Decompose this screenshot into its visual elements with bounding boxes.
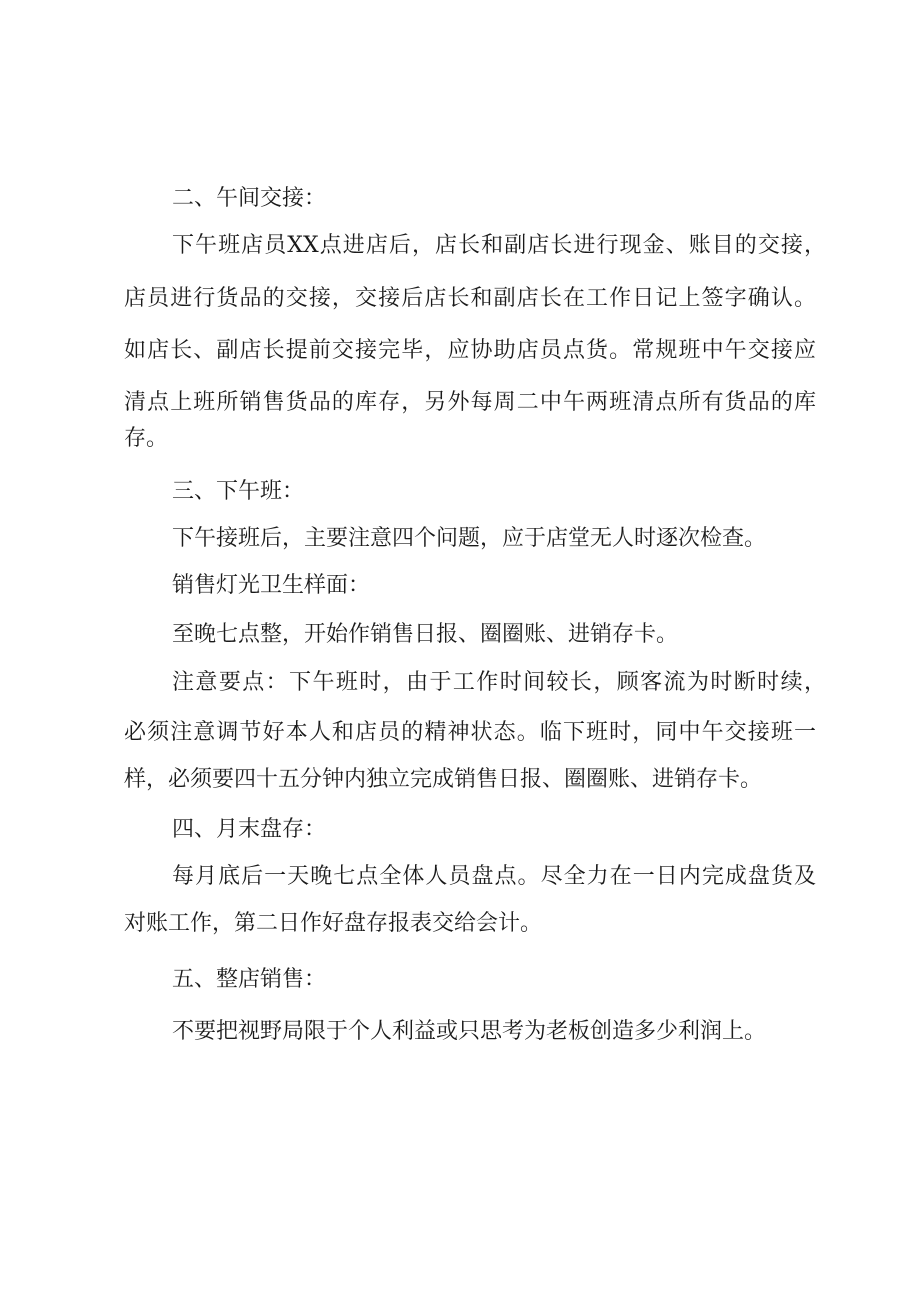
- paragraph-noon-line-1: 下午班店员XX点进店后，店长和副店长进行现金、账目的交接，: [172, 233, 826, 258]
- paragraph-sales: 不要把视野局限于个人利益或只思考为老板创造多少利润上。: [172, 1019, 767, 1044]
- paragraph-note-line-3: 样，必须要四十五分钟内独立完成销售日报、圈圈账、进销存卡。: [124, 767, 763, 792]
- paragraph-month-line-2: 对账工作，第二日作好盘存报表交给会计。: [124, 911, 543, 936]
- paragraph-afternoon-3: 至晚七点整，开始作销售日报、圈圈账、进销存卡。: [172, 622, 679, 647]
- section-heading-month-end-inventory: 四、月末盘存：: [172, 817, 327, 842]
- paragraph-afternoon-2: 销售灯光卫生样面：: [172, 573, 371, 598]
- paragraph-afternoon-1: 下午接班后，主要注意四个问题，应于店堂无人时逐次检查。: [172, 526, 767, 551]
- paragraph-note-line-2: 必须注意调节好本人和店员的精神状态。临下班时，同中午交接班一: [124, 720, 816, 745]
- section-heading-noon-handover: 二、午间交接：: [172, 186, 327, 211]
- paragraph-noon-line-4: 清点上班所销售货品的库存，另外每周二中午两班清点所有货品的库: [124, 390, 816, 415]
- paragraph-noon-line-2: 店员进行货品的交接，交接后店长和副店长在工作日记上签字确认。: [124, 286, 816, 311]
- section-heading-store-sales: 五、整店销售：: [172, 967, 327, 992]
- section-heading-afternoon-shift: 三、下午班：: [172, 479, 305, 504]
- paragraph-month-line-1: 每月底后一天晚七点全体人员盘点。尽全力在一日内完成盘货及: [172, 864, 816, 889]
- paragraph-note-line-1: 注意要点：下午班时，由于工作时间较长，顾客流为时断时续，: [172, 670, 826, 695]
- paragraph-noon-line-3: 如店长、副店长提前交接完毕，应协助店员点货。常规班中午交接应: [124, 338, 816, 363]
- paragraph-noon-line-5: 存。: [124, 426, 169, 451]
